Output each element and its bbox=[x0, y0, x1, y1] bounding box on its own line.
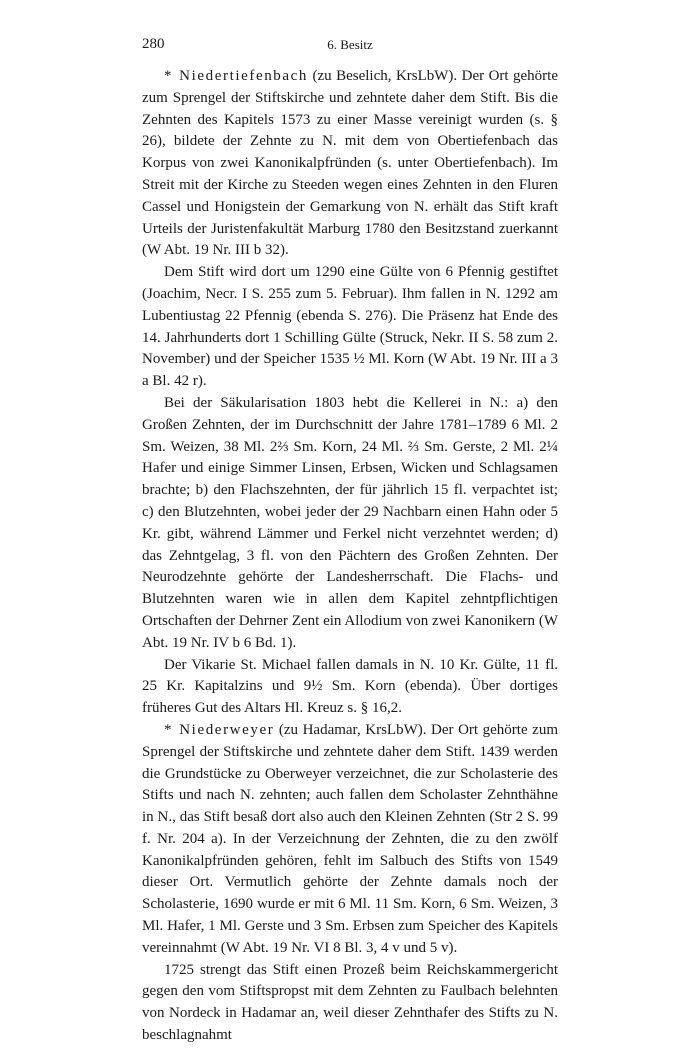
entry-heading: * Niederweyer bbox=[164, 721, 275, 738]
paragraph-text: 1725 strengt das Stift einen Prozeß beim Reichskammergericht gegen den vom Stiftspropst mit dem Zehnten zu Faulbach belehnten von Nordeck in Hadamar an, weil dieser Zehnthafer des Stifts zu N. beschlagnahmt bbox=[142, 961, 558, 1044]
body-text bbox=[142, 66, 558, 1047]
running-head: 6. Besitz bbox=[327, 37, 373, 52]
page-header bbox=[142, 36, 558, 56]
page-number: 280 bbox=[142, 36, 165, 52]
paragraph-text: (zu Hadamar, KrsLbW). Der Ort gehörte zum Sprengel der Stiftskirche und zehntete daher dem Stift. 1439 werden die Grundstücke zu Oberweyer verzeichnet, die zur Scholasterie des Stifts und nach N. zehnten; auch fallen dem Scholaster Zehnthähne in N., das Stift besaß dort also auch den Kleinen Zehnten (Str 2 S. 99 f. Nr. 204 a). In der Verzeichnung der Zehnten, die zu den zwölf Kanonikalpfründen gehören, fehlt im Salbuch des Stifts von 1549 dieser Ort. Vermutlich gehörte der Zehnte damals noch der Scholasterie, 1690 wurde er mit 6 Ml. 11 Sm. Korn, 6 Sm. Weizen, 3 Ml. Hafer, 1 Ml. Gerste und 3 Sm. Erbsen zum Speicher des Kapitels vereinnahmt (W Abt. 19 Nr. VI 8 Bl. 3, 4 v und 5 v). bbox=[142, 721, 558, 956]
entry-heading: * Niedertiefenbach bbox=[164, 68, 309, 84]
paragraph-niedertiefenbach bbox=[142, 66, 558, 262]
paragraph-niederweyer bbox=[142, 720, 558, 960]
paragraph bbox=[142, 393, 558, 655]
paragraph bbox=[142, 655, 558, 720]
paragraph-text: Der Vikarie St. Michael fallen damals in N. 10 Kr. Gülte, 11 fl. 25 Kr. Kapitalzins und 9½ Sm. Korn (ebenda). Über dortiges früheres Gut des Altars Hl. Kreuz s. § 16,2. bbox=[142, 656, 558, 717]
paragraph-text: Dem Stift wird dort um 1290 eine Gülte von 6 Pfennig gestiftet (Joachim, Necr. I S. 255 zum 5. Februar). Ihm fallen in N. 1292 am Lubentiustag 22 Pfennig (ebenda S. 276). Die Präsenz hat Ende des 14. Jahrhunderts dort 1 Schilling Gülte (Struck, Nekr. II S. 58 zum 2. November) und der Speicher 1535 ½ Ml. Korn (W Abt. 19 Nr. III a 3 a Bl. 42 r). bbox=[142, 264, 558, 390]
paragraph-text: Bei der Säkularisation 1803 hebt die Kellerei in N.: a) den Großen Zehnten, der im Durchschnitt der Jahre 1781–1789 6 Ml. 2 Sm. Weizen, 38 Ml. 2⅔ Sm. Korn, 24 Ml. ⅔ Sm. Gerste, 2 Ml. 2¼ Hafer und einige Simmer Linsen, Erbsen, Wicken und Schlagsamen brachte; b) den Flachszehnten, der für jährlich 15 fl. verpachtet ist; c) den Blutzehnten, wobei jeder der 29 Nachbarn einen Hahn oder 5 Kr. gibt, während Lämmer und Ferkel nicht verzehntet werden; d) das Zehntgelag, 3 fl. von den Pächtern des Großen Zehnten. Der Neurodzehnte gehörte der Landesherrschaft. Die Flachs- und Blutzehnten waren wie in allen dem Kapitel zehntpflichtigen Ortschaften der Dehrner Zent ein Allodium von zwei Kanonikern (W Abt. 19 Nr. IV b 6 Bd. 1). bbox=[142, 394, 558, 651]
paragraph-text: (zu Beselich, KrsLbW). Der Ort gehörte zum Sprengel der Stiftskirche und zehntete daher dem Stift. Bis die Zehnten des Kapitels 1573 zu einer Masse vereinigt wurden (s. § 26), bildete der Zehnte zu N. mit dem von Obertiefenbach das Korpus von zwei Kanonikalpfründen (s. unter Obertiefenbach). Im Streit mit der Kirche zu Steeden wegen eines Zehnten in den Fluren Cassel und Honigstein der Gemarkung von N. erhält das Stift kraft Urteils der Juristenfakultät Marburg 1780 den Besitzstand zuerkannt (W Abt. 19 Nr. III b 32). bbox=[142, 68, 558, 259]
paragraph bbox=[142, 960, 558, 1047]
paragraph bbox=[142, 262, 558, 393]
